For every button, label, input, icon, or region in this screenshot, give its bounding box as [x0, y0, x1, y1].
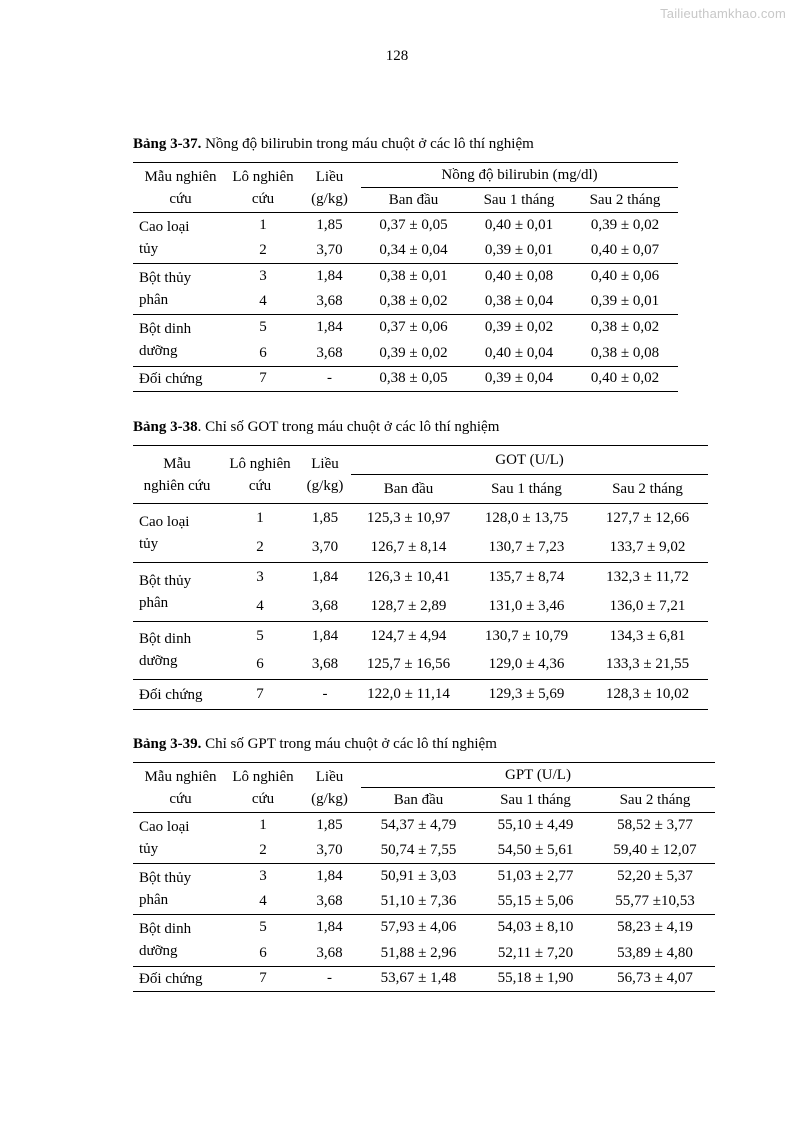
table-row: [133, 315, 678, 341]
dose-cell: 3,70: [311, 538, 339, 555]
sample-name: [133, 621, 221, 680]
cell-text: [139, 684, 203, 706]
dose-cell: 3,68: [316, 344, 343, 361]
value-cell: 131,0 ± 3,46: [488, 597, 565, 614]
text-line: cứu: [169, 190, 192, 207]
value-cell: 129,3 ± 5,69: [466, 680, 587, 709]
text-line: Bột dinh: [139, 321, 192, 338]
text-line: Liều: [315, 168, 344, 185]
cell-text: [139, 368, 203, 390]
cell-text: [144, 166, 216, 210]
cell-text: [139, 511, 189, 555]
value-cell: 51,10 ± 7,36: [380, 893, 457, 910]
text-line: tủy: [139, 535, 159, 552]
dose-cell: 1,84: [298, 315, 361, 341]
value-cell: 52,20 ± 5,37: [595, 864, 715, 890]
value-cell: 128,3 ± 10,02: [587, 680, 708, 709]
header-col3: [298, 763, 361, 813]
text-line: phân: [139, 594, 169, 611]
text-line: Liều: [311, 455, 339, 472]
subheader-1: Ban đầu: [388, 191, 439, 208]
text-line: Bột dinh: [139, 921, 192, 938]
cell-text: [139, 318, 191, 362]
cell-text: [311, 766, 348, 810]
text-line: Đối chứng: [139, 370, 203, 387]
text-line: Bột thủy: [139, 270, 192, 287]
value-cell: 54,37 ± 4,79: [361, 813, 476, 839]
header-row: [133, 763, 715, 788]
lot-cell: 3: [228, 864, 298, 890]
table-title: Chỉ số GPT trong máu chuột ở các lô thí nghiệm: [201, 736, 497, 752]
text-line: Cao loại: [139, 513, 190, 530]
value-cell: 0,38 ± 0,02: [572, 315, 678, 341]
lot-cell: 5: [221, 621, 299, 650]
text-line: Đối chứng: [139, 686, 203, 703]
text-line: dưỡng: [139, 343, 178, 360]
value-cell: 56,73 ± 4,07: [595, 966, 715, 992]
table-label: Bảng 3-39.: [133, 736, 202, 752]
lot-cell: 1: [228, 213, 298, 239]
text-line: (g/kg): [311, 790, 348, 807]
header-row: [133, 163, 678, 188]
lot-cell: 4: [256, 597, 264, 614]
value-cell: 0,38 ± 0,04: [484, 293, 554, 310]
lot-cell: 6: [256, 656, 264, 673]
cell-text: [139, 570, 191, 614]
value-cell: 0,39 ± 0,02: [572, 213, 678, 239]
value-cell: 0,40 ± 0,01: [466, 213, 572, 239]
table-caption: [133, 416, 708, 438]
watermark: Tailieuthamkhao.com: [660, 6, 786, 21]
dose-cell: 1,85: [298, 213, 361, 239]
value-cell: 51,03 ± 2,77: [476, 864, 595, 890]
sample-name: [133, 813, 228, 864]
value-cell: 58,23 ± 4,19: [595, 915, 715, 941]
subheader-3: Sau 2 tháng: [589, 191, 661, 208]
table-block-3: [133, 733, 715, 992]
dose-cell: 3,68: [316, 893, 343, 910]
table-label: Bảng 3-37.: [133, 136, 202, 152]
table-row: [133, 562, 708, 591]
value-cell: 129,0 ± 4,36: [488, 656, 565, 673]
data-table: [133, 762, 715, 992]
cell-text: [139, 867, 191, 911]
value-cell: 128,0 ± 13,75: [466, 504, 587, 533]
value-cell: 0,39 ± 0,04: [466, 366, 572, 392]
sample-name: [133, 915, 228, 966]
sample-name: [133, 366, 228, 392]
dose-cell: 3,68: [311, 597, 339, 614]
value-cell: 0,39 ± 0,01: [590, 293, 660, 310]
header-col2: [228, 763, 298, 813]
value-cell: 0,38 ± 0,02: [379, 293, 448, 310]
lot-cell: 7: [221, 680, 299, 709]
value-cell: 53,89 ± 4,80: [617, 944, 693, 961]
lot-cell: 6: [259, 944, 267, 961]
value-cell: 126,3 ± 10,41: [351, 562, 466, 591]
sample-name: [133, 315, 228, 366]
value-cell: 128,7 ± 2,89: [370, 597, 447, 614]
value-cell: 0,38 ± 0,01: [361, 264, 466, 290]
data-table: [133, 162, 678, 392]
table-caption: [133, 733, 715, 755]
text-line: Bột thủy: [139, 870, 192, 887]
header-row: [133, 446, 708, 475]
table-title: . Chỉ số GOT trong máu chuột ở các lô thí nghiệm: [197, 419, 500, 435]
table-label: Bảng 3-38: [133, 419, 198, 435]
value-cell: 122,0 ± 11,14: [351, 680, 466, 709]
text-line: tủy: [139, 241, 159, 258]
dose-cell: 3,68: [316, 944, 343, 961]
dose-cell: -: [298, 966, 361, 992]
header-group: GOT (U/L): [351, 446, 708, 475]
value-cell: 55,18 ± 1,90: [476, 966, 595, 992]
table-row: [133, 264, 678, 290]
table-row: [133, 504, 708, 533]
value-cell: 55,10 ± 4,49: [476, 813, 595, 839]
value-cell: 0,39 ± 0,01: [484, 242, 554, 259]
header-col1: [133, 446, 221, 504]
cell-text: [232, 166, 293, 210]
sample-name: [133, 213, 228, 264]
table-row: [133, 680, 708, 709]
sample-name: [133, 680, 221, 709]
table-row: [133, 621, 708, 650]
table-block-2: [133, 416, 708, 710]
value-cell: 55,77 ±10,53: [615, 893, 695, 910]
value-cell: 0,40 ± 0,08: [466, 264, 572, 290]
table-row: [133, 915, 715, 941]
dose-cell: 3,68: [316, 293, 343, 310]
header-group: GPT (U/L): [361, 763, 715, 788]
lot-cell: 5: [228, 915, 298, 941]
table-block-1: [133, 133, 678, 392]
text-line: Lô nghiên: [232, 168, 294, 185]
cell-text: [144, 453, 211, 497]
text-line: nghiên cứu: [143, 477, 211, 494]
lot-cell: 2: [259, 842, 267, 859]
cell-text: [311, 166, 348, 210]
value-cell: 133,3 ± 21,55: [605, 656, 690, 673]
value-cell: 0,40 ± 0,02: [572, 366, 678, 392]
text-line: Lô nghiên: [229, 455, 291, 472]
cell-text: [229, 453, 290, 497]
text-line: phân: [139, 292, 169, 309]
lot-cell: 7: [228, 366, 298, 392]
cell-text: [144, 766, 216, 810]
text-line: Cao loại: [139, 819, 190, 836]
value-cell: 0,39 ± 0,02: [466, 315, 572, 341]
value-cell: 130,7 ± 10,79: [466, 621, 587, 650]
dose-cell: 1,85: [299, 504, 351, 533]
cell-text: [307, 453, 344, 497]
dose-cell: 1,84: [298, 864, 361, 890]
subheader-3: Sau 2 tháng: [619, 791, 691, 808]
subheader-1: Ban đầu: [383, 480, 434, 497]
header-col2: [228, 163, 298, 213]
table-caption: [133, 133, 678, 155]
value-cell: 0,40 ± 0,04: [484, 344, 554, 361]
value-cell: 126,7 ± 8,14: [370, 538, 447, 555]
value-cell: 58,52 ± 3,77: [595, 813, 715, 839]
dose-cell: 3,68: [311, 656, 339, 673]
table-title: Nồng độ bilirubin trong máu chuột ở các lô thí nghiệm: [201, 136, 534, 152]
subheader-2: Sau 1 tháng: [483, 191, 555, 208]
sample-name: [133, 966, 228, 992]
sample-name: [133, 864, 228, 915]
text-line: Đối chứng: [139, 970, 203, 987]
table-row: [133, 966, 715, 992]
header-col2: [221, 446, 299, 504]
value-cell: 0,40 ± 0,07: [590, 242, 660, 259]
value-cell: 125,7 ± 16,56: [366, 656, 451, 673]
text-line: cứu: [251, 190, 275, 207]
text-line: dưỡng: [139, 653, 178, 670]
value-cell: 55,15 ± 5,06: [497, 893, 574, 910]
value-cell: 124,7 ± 4,94: [351, 621, 466, 650]
value-cell: 0,38 ± 0,08: [590, 344, 660, 361]
value-cell: 59,40 ± 12,07: [613, 842, 697, 859]
text-line: cứu: [248, 477, 272, 494]
text-line: Lô nghiên: [232, 768, 294, 785]
table-row: [133, 366, 678, 392]
header-col1: [133, 763, 228, 813]
value-cell: 132,3 ± 11,72: [587, 562, 708, 591]
table-row: [133, 864, 715, 890]
value-cell: 57,93 ± 4,06: [361, 915, 476, 941]
sample-name: [133, 264, 228, 315]
sample-name: [133, 504, 221, 563]
text-line: dưỡng: [139, 943, 178, 960]
sample-name: [133, 562, 221, 621]
subheader-2: Sau 1 tháng: [500, 791, 571, 808]
subheader-2: Sau 1 tháng: [491, 480, 562, 497]
cell-text: [139, 628, 191, 672]
value-cell: 133,7 ± 9,02: [609, 538, 686, 555]
header-col3: [298, 163, 361, 213]
lot-cell: 5: [228, 315, 298, 341]
dose-cell: 3,70: [316, 842, 343, 859]
header-col1: [133, 163, 228, 213]
lot-cell: 2: [256, 538, 264, 555]
text-line: Cao loại: [139, 219, 190, 236]
text-line: Mẫu nghiên: [144, 768, 217, 785]
header-group: Nồng độ bilirubin (mg/dl): [361, 163, 678, 188]
value-cell: 0,39 ± 0,02: [379, 344, 448, 361]
value-cell: 53,67 ± 1,48: [361, 966, 476, 992]
value-cell: 0,34 ± 0,04: [379, 242, 448, 259]
dose-cell: -: [299, 680, 351, 709]
value-cell: 0,37 ± 0,05: [361, 213, 466, 239]
value-cell: 52,11 ± 7,20: [497, 944, 574, 961]
cell-text: [139, 267, 191, 311]
lot-cell: 3: [228, 264, 298, 290]
text-line: tủy: [139, 841, 159, 858]
cell-text: [139, 216, 189, 260]
text-line: Bột thủy: [139, 572, 192, 589]
value-cell: 127,7 ± 12,66: [587, 504, 708, 533]
value-cell: 0,40 ± 0,06: [572, 264, 678, 290]
value-cell: 54,50 ± 5,61: [497, 842, 574, 859]
lot-cell: 1: [228, 813, 298, 839]
value-cell: 135,7 ± 8,74: [466, 562, 587, 591]
text-line: (g/kg): [306, 477, 344, 494]
dose-cell: 1,84: [298, 915, 361, 941]
table-row: [133, 213, 678, 239]
value-cell: 0,37 ± 0,06: [361, 315, 466, 341]
lot-cell: 2: [259, 242, 267, 259]
value-cell: 0,38 ± 0,05: [361, 366, 466, 392]
lot-cell: 1: [221, 504, 299, 533]
lot-cell: 3: [221, 562, 299, 591]
text-line: Mẫu nghiên: [144, 168, 217, 185]
subheader-1: Ban đầu: [393, 791, 444, 808]
cell-text: [232, 766, 293, 810]
value-cell: 50,74 ± 7,55: [380, 842, 457, 859]
text-line: cứu: [169, 790, 192, 807]
value-cell: 125,3 ± 10,97: [351, 504, 466, 533]
text-line: Liều: [315, 768, 344, 785]
lot-cell: 7: [228, 966, 298, 992]
lot-cell: 4: [259, 893, 267, 910]
dose-cell: 1,84: [298, 264, 361, 290]
value-cell: 51,88 ± 2,96: [380, 944, 457, 961]
data-table: [133, 445, 708, 710]
lot-cell: 4: [259, 293, 267, 310]
header-col3: [299, 446, 351, 504]
text-line: Mẫu: [163, 455, 191, 472]
text-line: Bột dinh: [139, 631, 192, 648]
cell-text: [139, 968, 203, 990]
value-cell: 136,0 ± 7,21: [609, 597, 686, 614]
dose-cell: 3,70: [316, 242, 343, 259]
dose-cell: 1,84: [299, 621, 351, 650]
subheader-3: Sau 2 tháng: [612, 480, 683, 497]
dose-cell: 1,85: [298, 813, 361, 839]
value-cell: 130,7 ± 7,23: [488, 538, 565, 555]
text-line: phân: [139, 892, 169, 909]
cell-text: [139, 918, 191, 962]
dose-cell: 1,84: [299, 562, 351, 591]
value-cell: 50,91 ± 3,03: [361, 864, 476, 890]
table-row: [133, 813, 715, 839]
page-number: 128: [385, 48, 409, 64]
value-cell: 134,3 ± 6,81: [587, 621, 708, 650]
text-line: cứu: [251, 790, 275, 807]
dose-cell: -: [298, 366, 361, 392]
text-line: (g/kg): [311, 190, 348, 207]
lot-cell: 6: [259, 344, 267, 361]
value-cell: 54,03 ± 8,10: [476, 915, 595, 941]
cell-text: [139, 816, 189, 860]
